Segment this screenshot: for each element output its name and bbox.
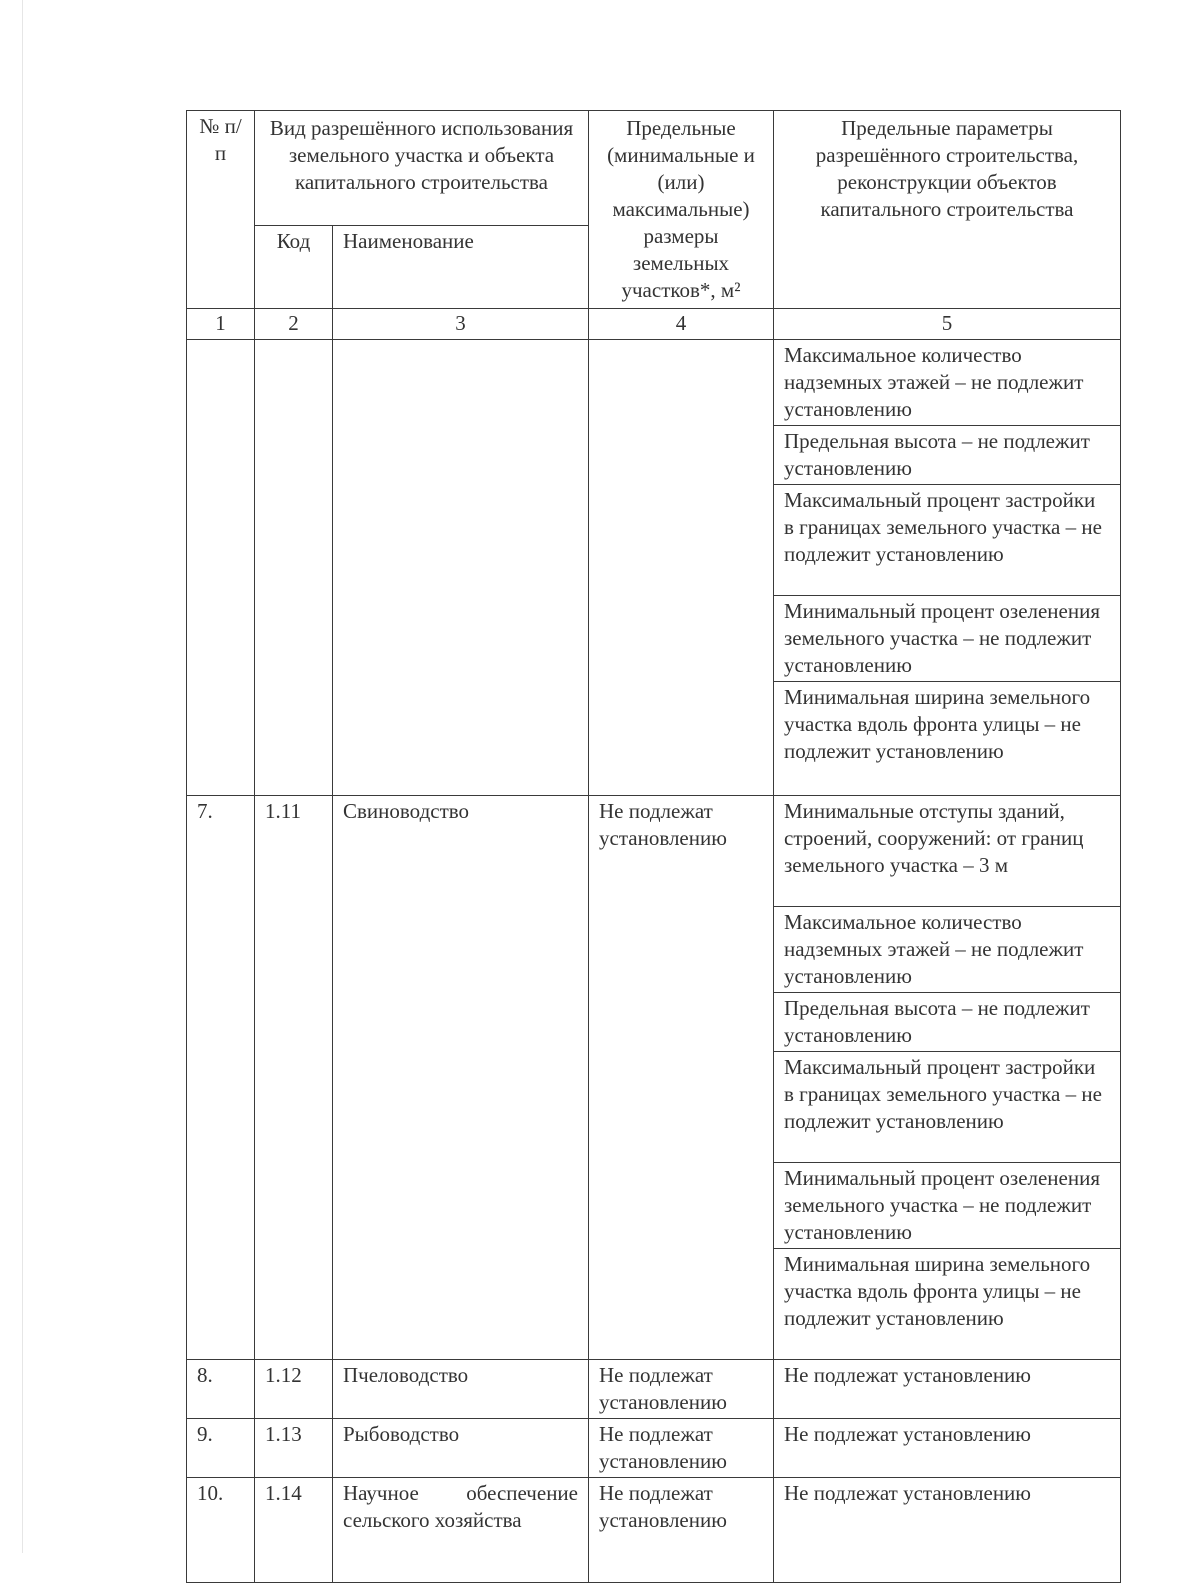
param-cell: Не подлежат установлению <box>774 1360 1121 1419</box>
cell-code: 1.14 <box>255 1478 333 1583</box>
cell-name: Научное обеспечение сельского хозяйства <box>333 1478 589 1583</box>
param-cell: Предельная высота – не подлежит установлению <box>774 993 1121 1052</box>
column-number: 2 <box>255 309 333 340</box>
column-number: 1 <box>187 309 255 340</box>
param-cell: Максимальный процент застройки в границах земельного участка – не подлежит установлению <box>774 485 1121 596</box>
header-code: Код <box>255 226 333 309</box>
param-cell: Не подлежат установлению <box>774 1478 1121 1583</box>
cell-code: 1.11 <box>255 796 333 1360</box>
header-name: Наименование <box>333 226 589 309</box>
column-number: 3 <box>333 309 589 340</box>
cell-sizes <box>589 340 774 796</box>
param-cell: Максимальный процент застройки в границах земельного участка – не подлежит установлению <box>774 1052 1121 1163</box>
cell-sizes: Не подлежат установлению <box>589 1419 774 1478</box>
param-cell: Предельная высота – не подлежит установлению <box>774 426 1121 485</box>
header-group: Вид разрешённого использования земельного участка и объекта капитального строительства <box>255 111 589 226</box>
cell-num: 8. <box>187 1360 255 1419</box>
cell-name <box>333 340 589 796</box>
cell-name: Свиноводство <box>333 796 589 1360</box>
header-params: Предельные параметры разрешённого строительства, реконструкции объектов капитального строительства <box>774 111 1121 309</box>
table-header-row <box>187 111 1121 226</box>
param-cell: Минимальный процент озеленения земельного участка – не подлежит установлению <box>774 596 1121 682</box>
cell-code: 1.13 <box>255 1419 333 1478</box>
param-cell: Минимальная ширина земельного участка вдоль фронта улицы – не подлежит установлению <box>774 682 1121 796</box>
cell-sizes: Не подлежат установлению <box>589 796 774 1360</box>
cell-code <box>255 340 333 796</box>
column-number: 4 <box>589 309 774 340</box>
param-cell: Максимальное количество надземных этажей – не подлежит установлению <box>774 340 1121 426</box>
land-use-table <box>186 110 1121 1583</box>
param-cell: Не подлежат установлению <box>774 1419 1121 1478</box>
cell-name: Рыбоводство <box>333 1419 589 1478</box>
cell-num: 10. <box>187 1478 255 1583</box>
column-number: 5 <box>774 309 1121 340</box>
header-num: № п/п <box>187 111 255 309</box>
table-row <box>187 1478 1121 1583</box>
cell-code: 1.12 <box>255 1360 333 1419</box>
param-cell: Максимальное количество надземных этажей – не подлежит установлению <box>774 907 1121 993</box>
column-number-row <box>187 309 1121 340</box>
cell-sizes: Не подлежат установлению <box>589 1478 774 1583</box>
table-row-continuation <box>187 340 1121 426</box>
scan-edge-line <box>22 0 23 1553</box>
header-sizes-text: Предельные (минимальные и (или) максимальные) размеры земельных участков*, м² <box>607 116 755 302</box>
param-cell: Минимальная ширина земельного участка вдоль фронта улицы – не подлежит установлению <box>774 1249 1121 1360</box>
cell-sizes: Не подлежат установлению <box>589 1360 774 1419</box>
cell-num <box>187 340 255 796</box>
table-row <box>187 796 1121 907</box>
table-row <box>187 1419 1121 1478</box>
cell-num: 9. <box>187 1419 255 1478</box>
cell-name: Пчеловодство <box>333 1360 589 1419</box>
cell-num: 7. <box>187 796 255 1360</box>
param-cell: Минимальный процент озеленения земельного участка – не подлежит установлению <box>774 1163 1121 1249</box>
param-cell: Минимальные отступы зданий, строений, сооружений: от границ земельного участка – 3 м <box>774 796 1121 907</box>
header-sizes <box>589 111 774 309</box>
table-row <box>187 1360 1121 1419</box>
